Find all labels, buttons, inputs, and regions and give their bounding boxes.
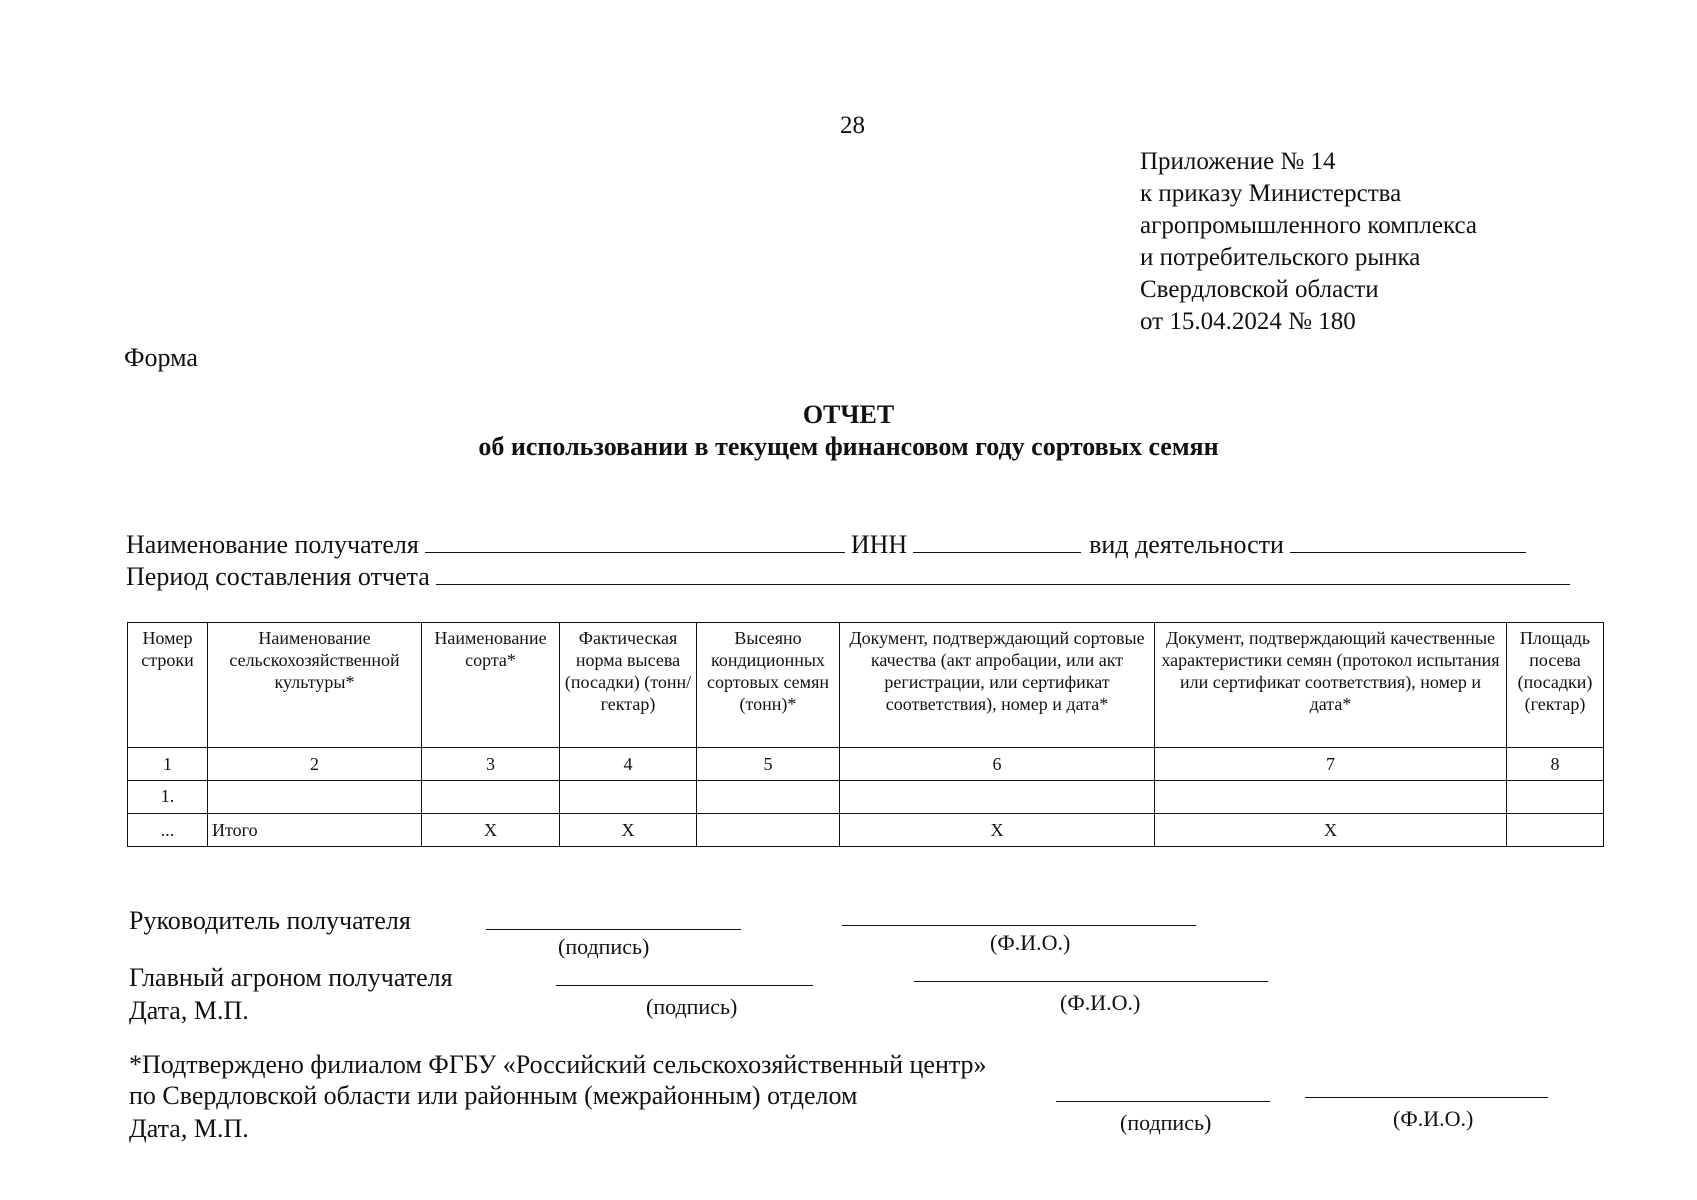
period-label: Период составления отчета <box>126 562 430 591</box>
name-caption: (Ф.И.О.) <box>1060 990 1141 1015</box>
header-seeds-sown: Высеяно кондиционных сортовых семян (тонн)* <box>697 623 840 748</box>
row-number-cell: 1. <box>128 781 208 814</box>
header-quality-document: Документ, подтверждающий качественные характеристики семян (протокол испытания или сертификат соответствия), номер и дата* <box>1155 623 1507 748</box>
column-number: 1 <box>128 748 208 781</box>
name-caption: (Ф.И.О.) <box>1393 1106 1474 1131</box>
table-cell[interactable] <box>697 781 840 814</box>
date-label: Дата, М.П. <box>129 996 249 1025</box>
annex-block <box>1140 146 1477 338</box>
table-cell: Х <box>840 814 1155 847</box>
table-cell[interactable] <box>208 781 422 814</box>
report-table <box>127 622 1604 847</box>
head-signature-line[interactable] <box>486 928 741 930</box>
header-sown-area: Площадь посева (посадки) (гектар) <box>1507 623 1604 748</box>
table-row <box>128 781 1604 814</box>
table-cell[interactable] <box>1507 814 1604 847</box>
period-field[interactable] <box>436 562 1570 585</box>
confirmation-line-1: *Подтверждено филиалом ФГБУ «Российский сельскохозяйственный центр» <box>129 1050 987 1079</box>
column-number: 2 <box>208 748 422 781</box>
annex-line: Приложение № 14 <box>1140 148 1336 175</box>
agronomist-label: Главный агроном получателя <box>129 963 453 992</box>
row-number-cell: ... <box>128 814 208 847</box>
recipient-fields-row <box>126 530 1526 560</box>
annex-line: агропромышленного комплекса <box>1140 212 1478 239</box>
activity-label: вид деятельности <box>1089 530 1284 559</box>
column-number: 6 <box>840 748 1155 781</box>
period-row <box>126 562 1570 592</box>
column-number: 3 <box>422 748 560 781</box>
table-cell[interactable] <box>1507 781 1604 814</box>
form-label: Форма <box>124 343 198 372</box>
activity-field[interactable] <box>1290 530 1526 553</box>
table-cell[interactable] <box>840 781 1155 814</box>
document-subtitle: об использовании в текущем финансовом году сортовых семян <box>478 432 1219 461</box>
confirmation-signature-line[interactable] <box>1056 1100 1270 1102</box>
column-number: 8 <box>1507 748 1604 781</box>
confirmation-date-label: Дата, М.П. <box>129 1114 249 1143</box>
page-number: 28 <box>840 112 865 139</box>
annex-line: от 15.04.2024 № 180 <box>1140 308 1356 335</box>
annex-line: Свердловской области <box>1140 276 1379 303</box>
recipient-name-field[interactable] <box>425 530 845 553</box>
confirmation-line-2: по Свердловской области или районным (межрайонным) отделом <box>129 1081 858 1110</box>
header-crop-name: Наименование сельскохозяйственной культуры* <box>208 623 422 748</box>
annex-line: и потребительского рынка <box>1140 244 1421 271</box>
inn-label: ИНН <box>850 530 908 559</box>
table-cell: Х <box>1155 814 1507 847</box>
recipient-name-label: Наименование получателя <box>126 530 419 559</box>
table-cell[interactable] <box>560 781 697 814</box>
column-number: 5 <box>697 748 840 781</box>
agronomist-signature-line[interactable] <box>556 984 813 986</box>
head-name-line[interactable] <box>842 924 1196 926</box>
header-seeding-rate: Фактическая норма высева (посадки) (тонн/гектар) <box>560 623 697 748</box>
table-cell[interactable] <box>1155 781 1507 814</box>
signature-caption: (подпись) <box>1120 1110 1212 1135</box>
table-cell: Х <box>560 814 697 847</box>
column-number: 7 <box>1155 748 1507 781</box>
total-label: Итого <box>208 814 422 847</box>
inn-field[interactable] <box>913 530 1081 553</box>
header-variety-name: Наименование сорта* <box>422 623 560 748</box>
total-row <box>128 814 1604 847</box>
name-caption: (Ф.И.О.) <box>990 930 1071 955</box>
confirmation-name-line[interactable] <box>1305 1096 1548 1098</box>
head-label: Руководитель получателя <box>129 906 411 935</box>
annex-line: к приказу Министерства <box>1140 180 1402 207</box>
agronomist-name-line[interactable] <box>914 980 1268 982</box>
table-header-row <box>128 623 1604 748</box>
signature-caption: (подпись) <box>558 934 650 959</box>
table-cell: Х <box>422 814 560 847</box>
document-title: ОТЧЕТ <box>802 400 895 429</box>
table-cell[interactable] <box>422 781 560 814</box>
signature-caption: (подпись) <box>646 994 738 1019</box>
column-number-row <box>128 748 1604 781</box>
column-number: 4 <box>560 748 697 781</box>
table-cell[interactable] <box>697 814 840 847</box>
header-row-number: Номер строки <box>128 623 208 748</box>
header-varietal-document: Документ, подтверждающий сортовые качества (акт апробации, или акт регистрации, или сертификат соответствия), номер и дата* <box>840 623 1155 748</box>
